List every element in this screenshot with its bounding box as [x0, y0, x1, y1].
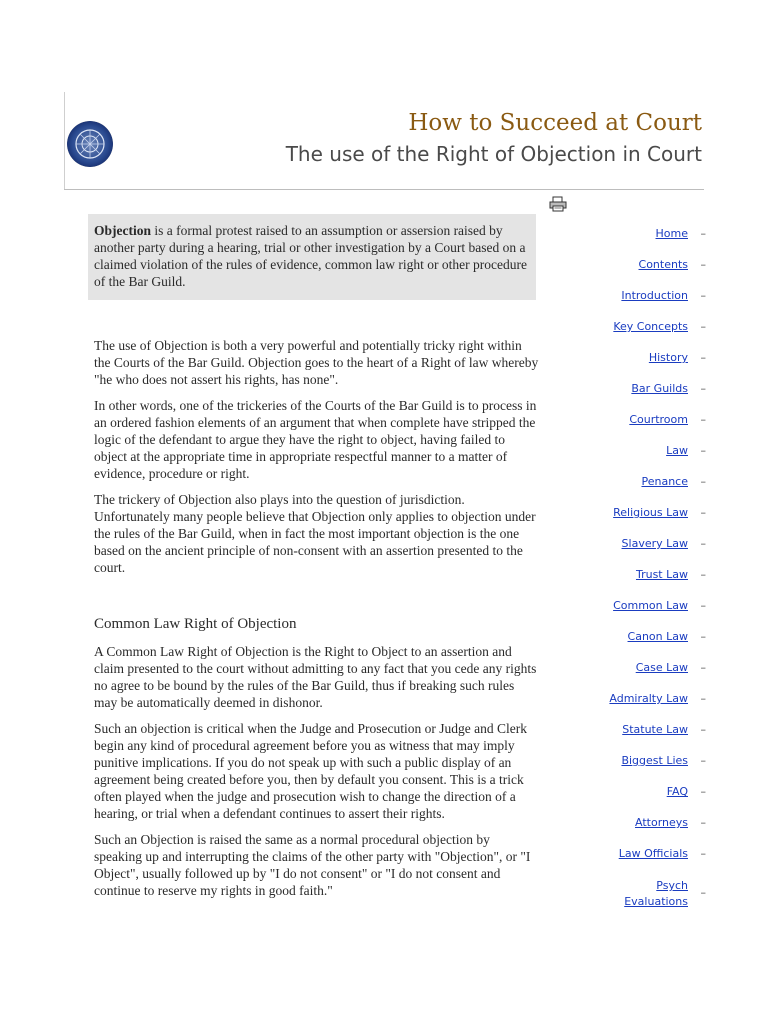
nav-item-faq — [566, 785, 706, 816]
definition-body: is a formal protest raised to an assumption or assersion raised by another party during a hearing, trial or other investigation by a Court based on a claimed violation of the rules of evidence, common law right or other procedure of the Bar Guild. — [94, 223, 527, 289]
nav-separator: – — [700, 816, 706, 829]
nav-item-slavery-law — [566, 537, 706, 568]
page-subtitle: The use of the Right of Objection in Court — [285, 142, 702, 166]
header-left-divider — [64, 92, 65, 189]
section-heading: Common Law Right of Objection — [94, 616, 297, 632]
article-paragraph: In other words, one of the trickeries of the Courts of the Bar Guild is to process in an ordered fashion elements of an argument that when complete have stripped the logic of the defendant to argue they have the right to object, having failed to object at the appropriate time in appropriate respectful manner to a matter of evidence, procedure or right. — [94, 398, 537, 481]
nav-item-courtroom — [566, 413, 706, 444]
nav-link-history[interactable]: History — [648, 351, 688, 364]
nav-link-statute-law[interactable]: Statute Law — [622, 723, 688, 736]
site-logo[interactable] — [67, 121, 113, 167]
nav-link-biggest-lies[interactable]: Biggest Lies — [621, 754, 688, 767]
nav-separator: – — [700, 537, 706, 550]
nav-item-law — [566, 444, 706, 475]
nav-link-home[interactable]: Home — [655, 227, 688, 240]
nav-separator: – — [700, 692, 706, 705]
nav-item-admiralty-law — [566, 692, 706, 723]
nav-separator: – — [700, 754, 706, 767]
nav-separator: – — [700, 886, 706, 899]
section-paragraph: A Common Law Right of Objection is the Right to Object to an assertion and claim presented to the court without admitting to any fact that you cede any rights no agree to be bound by the rules of the Bar Guild, thus if breaking such rules may be automatically deemed in dishonor. — [94, 644, 537, 710]
nav-item-key-concepts — [566, 320, 706, 351]
nav-item-statute-law — [566, 723, 706, 754]
nav-separator: – — [700, 413, 706, 426]
nav-item-case-law — [566, 661, 706, 692]
nav-link-introduction[interactable]: Introduction — [621, 289, 688, 302]
section-paragraph: Such an objection is critical when the Judge and Prosecution or Judge and Clerk begin any kind of procedural agreement before you as witness that may imply punitive implications. If you do not speak up with such a public display of an agreement being created before you, then by default you consent. This is a trick often played when the judge and prosecution wish to change the direction of a hearing, or trial when a defendant continues to assert their rights. — [94, 721, 528, 821]
nav-link-key-concepts[interactable]: Key Concepts — [613, 320, 688, 333]
nav-link-psych-evaluations[interactable] — [624, 878, 706, 910]
nav-item-psych-evaluations — [566, 878, 706, 909]
nav-item-history — [566, 351, 706, 382]
nav-separator: – — [700, 785, 706, 798]
nav-item-penance — [566, 475, 706, 506]
nav-link-line: Psych — [656, 879, 688, 892]
site-title: How to Succeed at Court — [408, 110, 702, 136]
nav-link-case-law[interactable]: Case Law — [635, 661, 688, 674]
nav-separator: – — [700, 289, 706, 302]
nav-link-religious-law[interactable]: Religious Law — [613, 506, 688, 519]
nav-link-slavery-law[interactable]: Slavery Law — [621, 537, 688, 550]
nav-item-biggest-lies — [566, 754, 706, 785]
nav-link-bar-guilds[interactable]: Bar Guilds — [631, 382, 688, 395]
nav-link-faq[interactable]: FAQ — [666, 785, 688, 798]
nav-separator: – — [700, 258, 706, 271]
nav-separator: – — [700, 723, 706, 736]
nav-separator: – — [700, 661, 706, 674]
nav-item-introduction — [566, 289, 706, 320]
printer-icon[interactable] — [549, 196, 567, 212]
header-divider — [64, 189, 704, 190]
nav-item-law-officials — [566, 847, 706, 878]
definition-text — [94, 222, 530, 290]
nav-link-attorneys[interactable]: Attorneys — [635, 816, 688, 829]
nav-item-bar-guilds — [566, 382, 706, 413]
nav-item-trust-law — [566, 568, 706, 599]
nav-separator: – — [700, 475, 706, 488]
nav-item-contents — [566, 258, 706, 289]
nav-link-trust-law[interactable]: Trust Law — [635, 568, 688, 581]
nav-link-common-law[interactable]: Common Law — [613, 599, 688, 612]
nav-link-law-officials[interactable]: Law Officials — [618, 847, 688, 860]
definition-term: Objection — [94, 223, 151, 238]
article-body — [94, 214, 540, 908]
nav-link-penance[interactable]: Penance — [641, 475, 688, 488]
nav-item-canon-law — [566, 630, 706, 661]
nav-separator: – — [700, 568, 706, 581]
nav-separator: – — [700, 506, 706, 519]
article-paragraph: The use of Objection is both a very powerful and potentially tricky right within the Courts of the Bar Guild. Objection goes to the heart of a Right of law whereby "he who does not assert his rights, has none". — [94, 338, 539, 387]
nav-link-courtroom[interactable]: Courtroom — [629, 413, 688, 426]
nav-link-line: Evaluations — [624, 895, 688, 908]
nav-separator: – — [700, 630, 706, 643]
nav-separator: – — [700, 227, 706, 240]
nav-item-home — [566, 227, 706, 258]
nav-separator: – — [700, 351, 706, 364]
celtic-knot-icon — [67, 121, 113, 167]
nav-item-common-law — [566, 599, 706, 630]
nav-item-attorneys — [566, 816, 706, 847]
article-paragraph: The trickery of Objection also plays into the question of jurisdiction. Unfortunately many people believe that Objection only applies to objection under the rules of the Bar Guild, when in fact the most important objection is the one based on the ancient principle of non-consent with an assertion presented to the court. — [94, 492, 536, 575]
nav-separator: – — [700, 382, 706, 395]
section-paragraph: Such an Objection is raised the same as a normal procedural objection by speaking up and interrupting the claims of the other party with "Objection", or "I Object", usually followed up by "I do not consent" or "I do not consent and continue to reserve my rights in good faith." — [94, 832, 531, 898]
nav-link-canon-law[interactable]: Canon Law — [627, 630, 688, 643]
nav-separator: – — [700, 444, 706, 457]
definition-callout — [88, 214, 536, 300]
nav-item-religious-law — [566, 506, 706, 537]
nav-link-contents[interactable]: Contents — [638, 258, 688, 271]
nav-separator: – — [700, 599, 706, 612]
nav-link-admiralty-law[interactable]: Admiralty Law — [609, 692, 688, 705]
nav-separator: – — [700, 320, 706, 333]
nav-link-law[interactable]: Law — [666, 444, 688, 457]
sidebar-nav — [566, 227, 706, 909]
nav-separator: – — [700, 847, 706, 860]
